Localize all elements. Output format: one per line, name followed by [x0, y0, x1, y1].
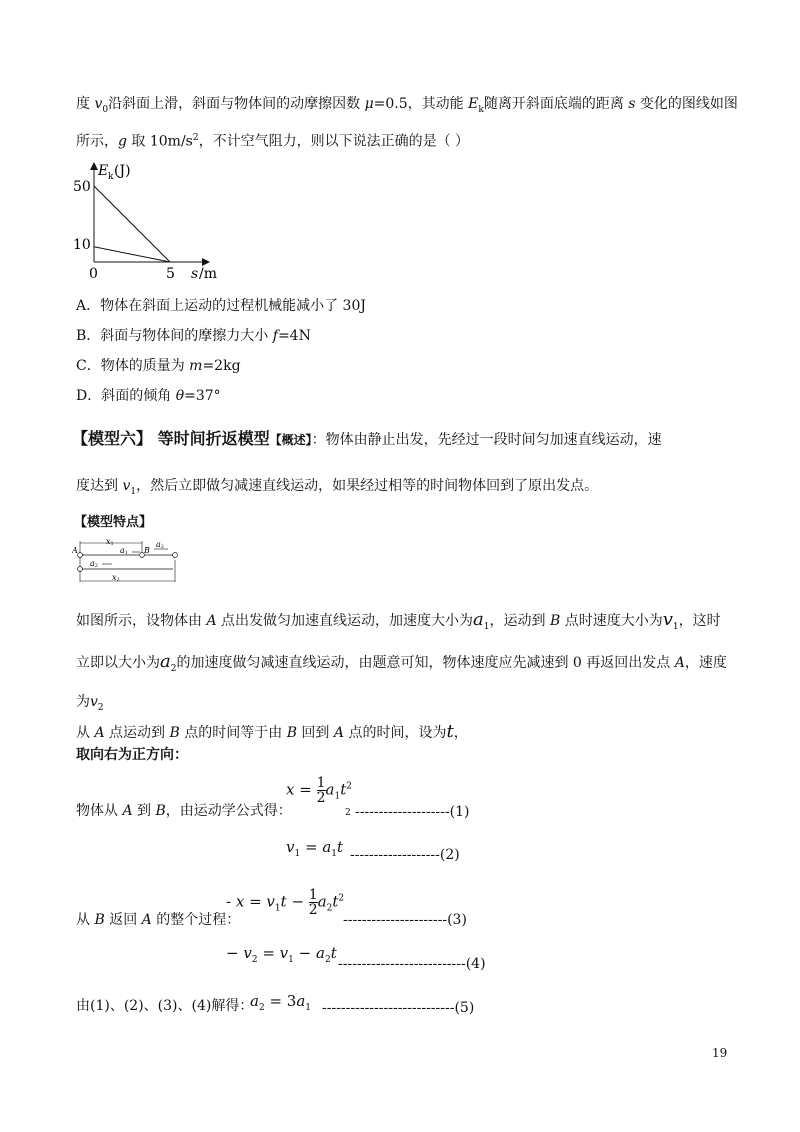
- var-B: B: [549, 613, 561, 629]
- sub: 2: [97, 702, 104, 713]
- text: ，由运动学公式得：: [165, 803, 292, 819]
- eq-sign: −: [226, 944, 244, 962]
- text: D．斜面的倾角: [76, 388, 176, 404]
- y-label-unit: (J): [114, 163, 131, 179]
- sub: 2: [170, 663, 177, 674]
- model-summary-line2: [76, 476, 598, 502]
- ek-s-chart: [60, 158, 240, 286]
- eq-var: a: [296, 992, 306, 1010]
- text: 取 10m/s: [126, 133, 193, 150]
- text: B．斜面与物体间的摩擦力大小: [76, 328, 273, 344]
- sub: 2: [258, 1003, 265, 1013]
- text: C．物体的质量为: [76, 358, 190, 374]
- series-line-down: [94, 247, 170, 262]
- y-tick-10: 10: [73, 237, 91, 253]
- summary-text: ：物体由静止出发，先经过一段时间匀加速直线运动，速: [311, 432, 662, 448]
- sub: 2: [324, 955, 331, 965]
- text: 点时速度大小为: [560, 613, 663, 629]
- equation-5: [250, 992, 311, 1013]
- sub: 1: [483, 621, 490, 632]
- text: =37°: [184, 388, 221, 404]
- eq-sign: −: [286, 892, 309, 911]
- var-g: g: [118, 133, 127, 150]
- return-a-marker: [78, 567, 83, 572]
- text: 的整个过程：: [151, 912, 241, 928]
- point-b-label: B: [144, 546, 150, 555]
- motion-diagram: [72, 536, 184, 586]
- y-tick-50: 50: [73, 179, 91, 195]
- eq-fraction: [317, 776, 326, 805]
- text: ，: [453, 725, 468, 741]
- numerator: 1: [316, 775, 326, 791]
- sub: 2: [251, 955, 258, 965]
- text: 点的时间等于由: [179, 725, 287, 741]
- text: ，不计空气阻力，则以下说法正确的是（ ）: [198, 133, 470, 150]
- text: 立即以大小为: [76, 655, 160, 671]
- model-title: 【模型六】 等时间折返模型: [72, 429, 270, 448]
- text: 随离开斜面底端的距离: [483, 96, 629, 112]
- point-b-marker: [140, 553, 145, 558]
- var-f: f: [272, 328, 278, 344]
- sup: 2: [192, 133, 199, 143]
- eq-var: v: [266, 892, 275, 911]
- equation-4: [226, 944, 337, 965]
- var-theta: θ: [175, 388, 185, 404]
- text: =2kg: [202, 358, 241, 374]
- var-a1: a: [473, 609, 484, 630]
- denominator: 2: [316, 790, 326, 806]
- body-line-4: [76, 722, 468, 743]
- var-A: A: [122, 803, 133, 819]
- series-line-up: [94, 186, 170, 262]
- text: 从: [76, 725, 95, 741]
- text: 从: [76, 912, 95, 928]
- text: ，速度: [684, 655, 727, 671]
- sub: 1: [294, 849, 301, 859]
- sub: 1: [274, 903, 281, 914]
- x-label-s: s: [191, 266, 199, 282]
- var-B: B: [94, 912, 105, 928]
- sub: 1: [331, 849, 338, 859]
- intro-line-2: [76, 128, 469, 152]
- origin-label: 0: [89, 266, 98, 282]
- option-d[interactable]: [76, 386, 221, 406]
- denominator: 2: [308, 902, 318, 918]
- eq-var: t: [340, 780, 347, 799]
- var-s: s: [628, 96, 636, 112]
- feature-heading: 【模型特点】: [74, 515, 153, 530]
- var-A: A: [674, 655, 685, 671]
- dash-4: ---------------------------(4): [338, 956, 486, 972]
- text: 变化的图线如图: [635, 96, 738, 112]
- var-mu: μ: [364, 96, 374, 112]
- summary-label: 【概述】: [269, 433, 312, 447]
- option-a-text: A．物体在斜面上运动的过程机械能减小了 30J: [76, 298, 366, 314]
- var-A: A: [94, 725, 105, 741]
- text: =4N: [277, 328, 311, 344]
- sub: 1: [305, 1003, 312, 1013]
- var-A: A: [141, 912, 152, 928]
- dash-1: --------------------(1): [355, 804, 470, 820]
- intro-line-1: [76, 94, 738, 120]
- point-a-marker: [78, 553, 83, 558]
- a1-label: a1: [120, 546, 128, 556]
- var-A: A: [206, 613, 217, 629]
- var-v2: v: [90, 694, 98, 710]
- positive-direction: 取向右为正方向：: [76, 747, 188, 763]
- eq-var: a: [322, 838, 332, 856]
- text: 回到: [296, 725, 334, 741]
- text: 的加速度做匀减速直线运动，由题意可知，物体速度应先减速到 0 再返回出发点: [176, 655, 675, 671]
- eq-var: x: [235, 892, 245, 911]
- eq-var: t: [337, 838, 344, 856]
- eq-var: a: [317, 892, 327, 911]
- text: =0.5，其动能: [373, 96, 469, 112]
- point-c-marker: [173, 553, 178, 558]
- text: 点的时间，设为: [344, 725, 447, 741]
- dash-3: ----------------------(3): [343, 912, 467, 928]
- equation-1: [286, 776, 352, 805]
- x-tick-5: 5: [166, 266, 175, 282]
- sub: 1: [672, 621, 679, 632]
- eq-var: v: [243, 944, 252, 962]
- a2-top-label: a2: [156, 540, 164, 550]
- eq-sign: =: [244, 892, 267, 911]
- text: 返回: [104, 912, 142, 928]
- eq-var: t: [330, 944, 337, 962]
- eq-var: a: [325, 780, 335, 799]
- text: 沿斜面上滑，斜面与物体间的动摩擦因数: [108, 96, 365, 112]
- eq-var: a: [316, 944, 325, 962]
- equation-2: [286, 838, 343, 859]
- x-label-unit: /m: [199, 266, 217, 282]
- var-B: B: [286, 725, 297, 741]
- eq-sign: −: [293, 944, 316, 962]
- var-B: B: [169, 725, 180, 741]
- var-m: m: [189, 358, 203, 374]
- y-label-E: E: [98, 163, 109, 179]
- x1-label: x1: [106, 537, 114, 547]
- body-line-2: [76, 652, 727, 679]
- body-line-3: [76, 692, 104, 718]
- text: 物体从: [76, 803, 123, 819]
- text: 所示，: [76, 133, 118, 150]
- text: 度: [76, 96, 95, 112]
- eq-sign: -: [226, 892, 236, 911]
- point-a-label: A: [72, 546, 78, 555]
- text: 点运动到: [104, 725, 170, 741]
- eq-var: t: [332, 892, 339, 911]
- var-v: v: [122, 478, 131, 494]
- eq-sign: =: [294, 780, 317, 799]
- x2-label: x2: [112, 573, 120, 583]
- eq-var: v: [286, 838, 295, 856]
- eq-var: t: [280, 892, 287, 911]
- text: 如图所示，设物体由: [76, 613, 207, 629]
- sub: 1: [334, 791, 341, 802]
- text: 到: [132, 803, 156, 819]
- var-A: A: [333, 725, 345, 741]
- equation-3: [226, 888, 344, 917]
- var-t: t: [446, 721, 454, 742]
- eq-fraction: [309, 888, 318, 917]
- var-v: v: [94, 96, 103, 112]
- dash-2: -------------------(2): [350, 847, 460, 863]
- text: 度达到: [76, 478, 123, 494]
- option-a[interactable]: [76, 296, 366, 316]
- y-label-k: k: [108, 172, 114, 182]
- text: 为: [76, 694, 90, 710]
- option-b[interactable]: [76, 326, 311, 346]
- eq-sign: = 3: [264, 992, 297, 1010]
- numerator: 1: [308, 887, 318, 903]
- sub: 1: [130, 486, 137, 497]
- var-a2: a: [160, 651, 171, 672]
- var-v1: v: [662, 609, 673, 630]
- body-line-7: [76, 910, 240, 930]
- sup: 2: [338, 893, 345, 904]
- body-line-1: [76, 610, 721, 637]
- var-E: E: [468, 96, 479, 112]
- text: ，这时: [678, 613, 721, 629]
- equation-1-tail: 2: [345, 808, 351, 818]
- eq-var: a: [250, 992, 259, 1010]
- eq-var: x: [286, 780, 295, 799]
- sub: 0: [102, 104, 109, 115]
- sub: 2: [326, 903, 333, 914]
- option-c[interactable]: [76, 356, 241, 376]
- dash-5: ----------------------------(5): [322, 1000, 475, 1016]
- a2-label: a2: [90, 559, 98, 569]
- body-line-8: 由(1)、(2)、(3)、(4)解得：: [76, 998, 254, 1014]
- eq-sign: =: [257, 944, 280, 962]
- sup: 2: [346, 781, 352, 792]
- eq-var: v: [279, 944, 289, 962]
- page-number: 19: [712, 1046, 728, 1060]
- sub: 1: [288, 955, 294, 965]
- text: ，运动到: [489, 613, 550, 629]
- sub: k: [478, 104, 484, 115]
- eq-sign: =: [300, 838, 323, 856]
- model-heading: [72, 428, 662, 451]
- text: 点出发做匀加速直线运动，加速度大小为: [216, 613, 474, 629]
- body-line-6: [76, 801, 292, 821]
- text: ，然后立即做匀减速直线运动，如果经过相等的时间物体回到了原出发点。: [136, 478, 599, 494]
- var-B: B: [155, 803, 166, 819]
